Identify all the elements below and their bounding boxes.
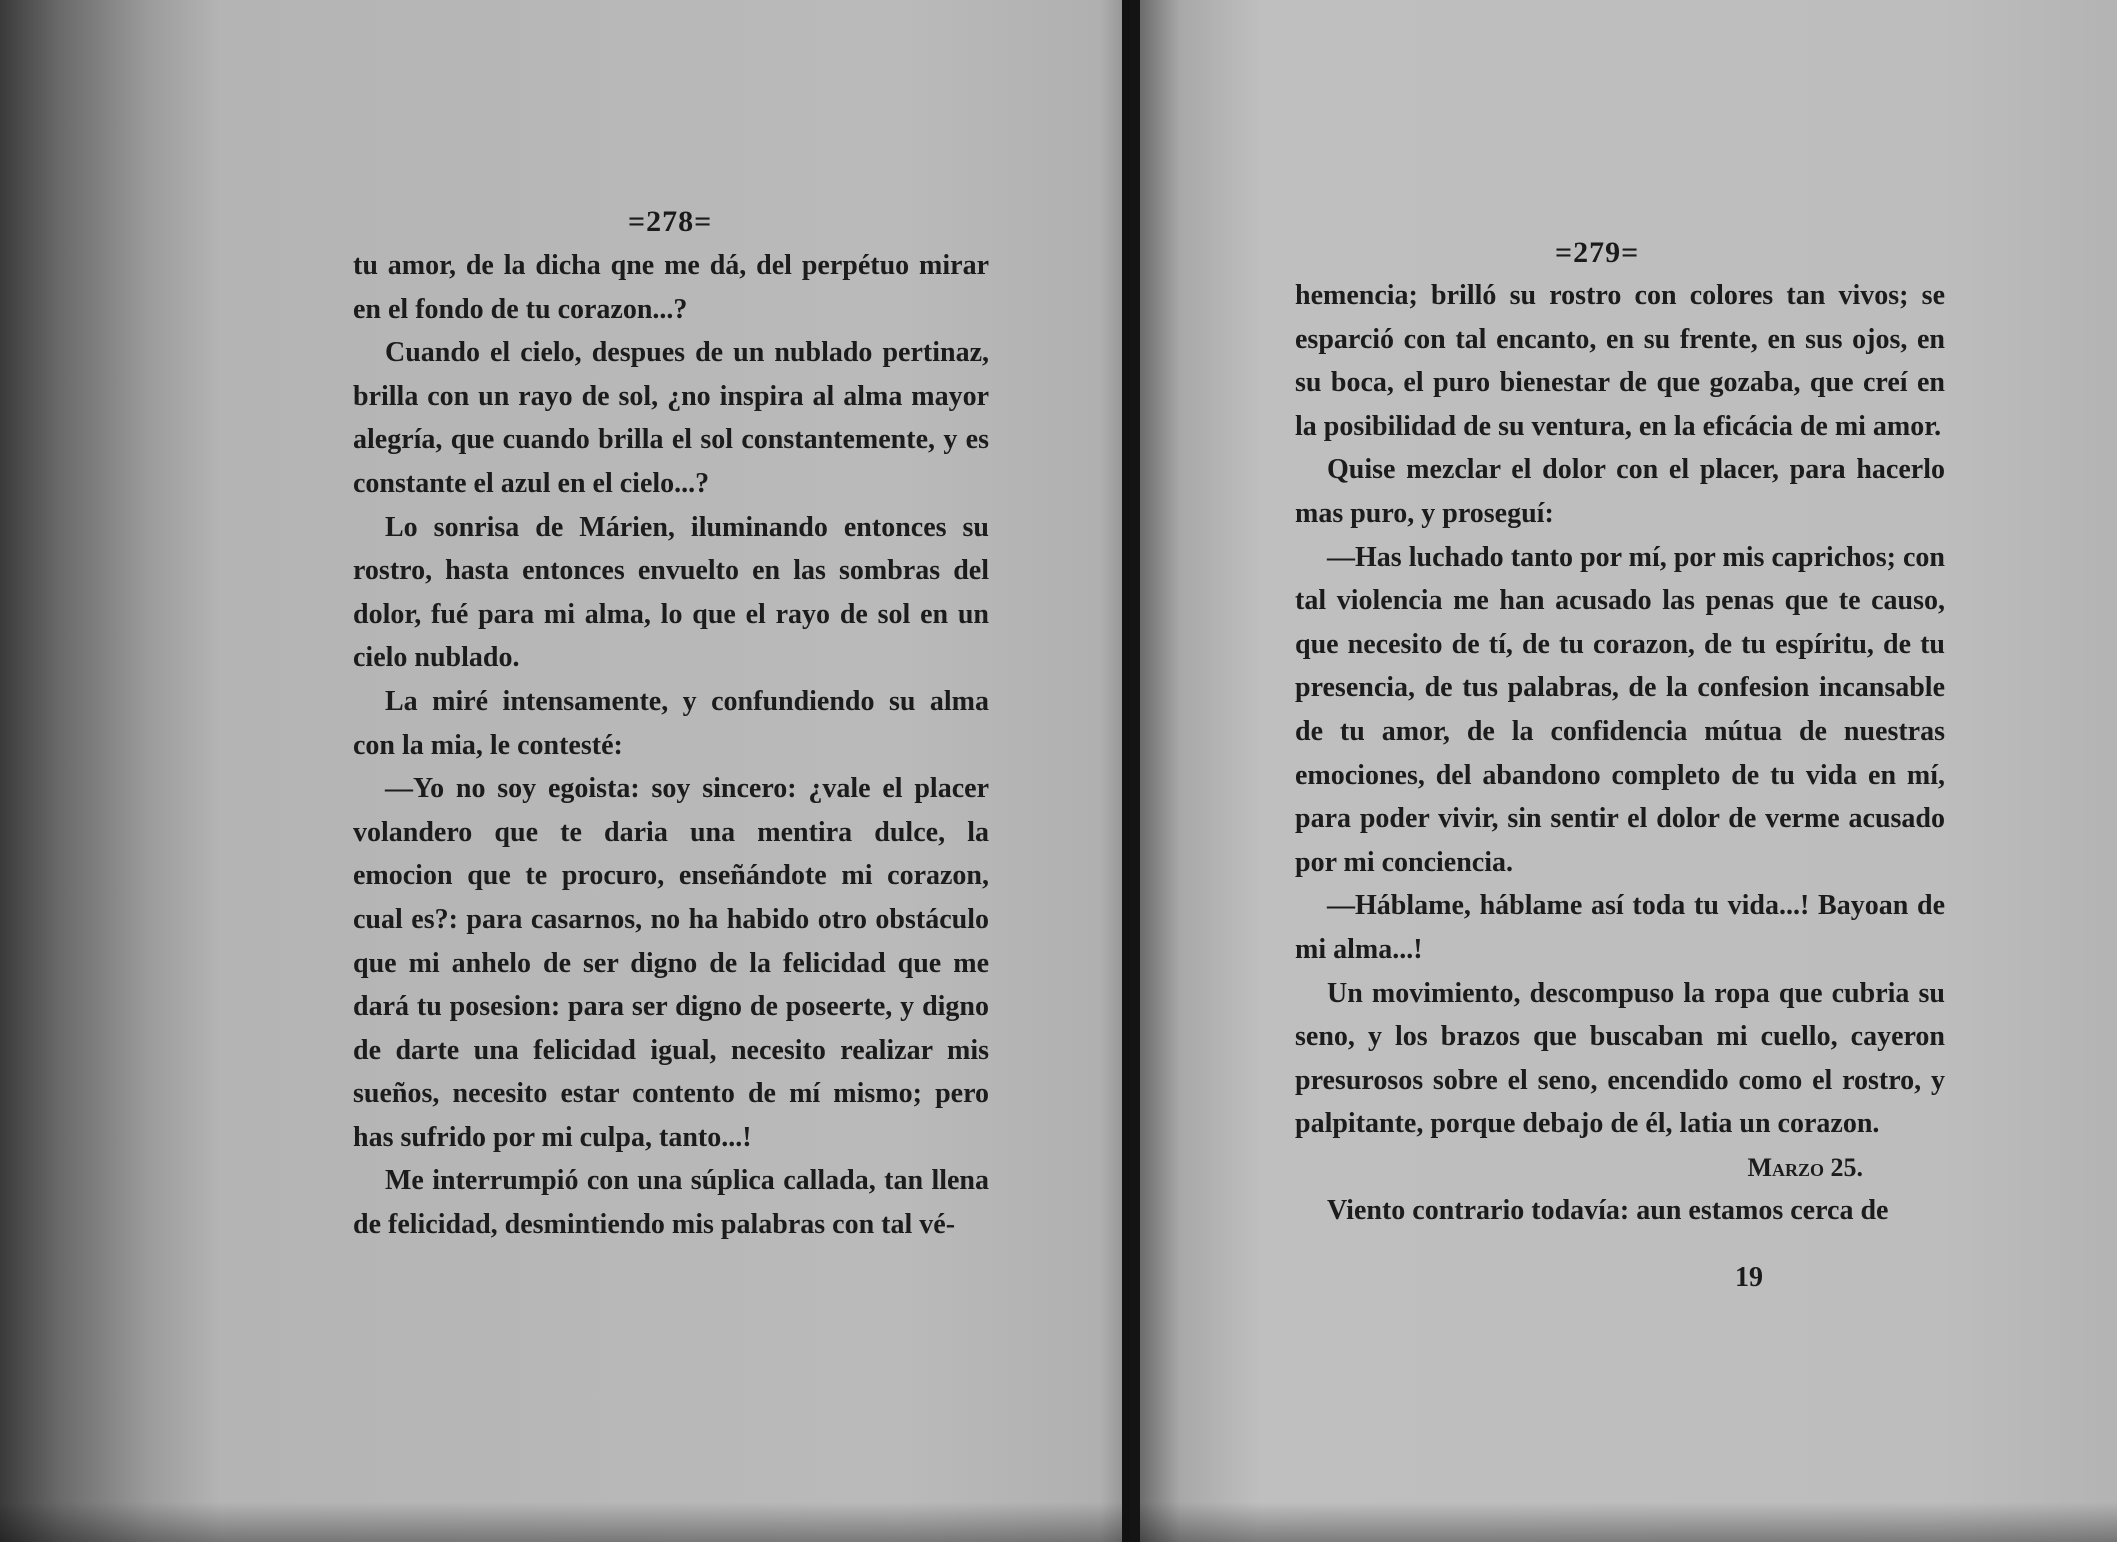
paragraph: Quise mezclar el dolor con el placer, para hacerlo mas puro, y proseguí:	[1295, 454, 1945, 529]
paragraph: Me interrumpió con una súplica callada, tan llena de felicidad, desmintiendo mis palabras con tal vé-	[353, 1165, 989, 1241]
right-page	[1130, 0, 2117, 1542]
signature-mark: 19	[1735, 1262, 1763, 1293]
right-page-text	[1295, 274, 1945, 1233]
paragraph: hemencia; brilló su rostro con colores tan vivos; se esparció con tal encanto, en su frente, en sus ojos, en su boca, el puro bienestar de que gozaba, que creí en la posibilidad de su ventura, en la eficácia de mi amor.	[1295, 280, 1945, 442]
left-page-text	[353, 244, 989, 1247]
paragraph: Cuando el cielo, despues de un nublado pertinaz, brilla con un rayo de sol, ¿no inspira al alma mayor alegría, que cuando brilla el sol constantemente, y es constante el azul en el cielo...?	[353, 337, 989, 499]
paragraph: La miré intensamente, y confundiendo su alma con la mia, le contesté:	[353, 685, 989, 761]
paragraph: —Háblame, háblame así toda tu vida...! Bayoan de mi alma...!	[1295, 890, 1945, 965]
paragraph: tu amor, de la dicha qne me dá, del perpétuo mirar en el fondo de tu corazon...?	[353, 250, 989, 325]
date-heading: Marzo 25.	[1747, 1152, 1863, 1182]
paragraph: —Yo no soy egoista: soy sincero: ¿vale el placer volandero que te daria una mentira dulce, la emocion que te procuro, enseñándote mi corazon, cual es?: para casarnos, no ha habido otro obstáculo que mi anhelo de ser digno de la felicidad que me dará tu posesion: para ser digno de poseerte, y digno de darte una felicidad igual, necesito realizar mis sueños, necesito estar contento de mí mismo; pero has sufrido por mi culpa, tanto...!	[353, 773, 989, 1153]
page-number-left: =278=	[628, 205, 713, 238]
page-shadow	[0, 1502, 1130, 1542]
page-number-right: =279=	[1555, 236, 1640, 269]
paragraph: Un movimiento, descompuso la ropa que cubria su seno, y los brazos que buscaban mi cuello, cayeron presurosos sobre el seno, encendido como el rostro, y palpitante, porque debajo de él, latia un corazon.	[1295, 977, 1945, 1140]
paragraph: Viento contrario todavía: aun estamos cerca de	[1327, 1195, 1889, 1227]
paragraph: Lo sonrisa de Márien, iluminando entonces su rostro, hasta entonces envuelto en las sombras del dolor, fué para mi alma, lo que el rayo de sol en un cielo nublado.	[353, 511, 989, 674]
page-shadow	[1140, 1502, 2117, 1542]
paragraph: —Has luchado tanto por mí, por mis caprichos; con tal violencia me han acusado las penas que te causo, que necesito de tí, de tu corazon, de tu espíritu, de tu presencia, de tus palabras, de la confesion incansable de tu amor, de la confidencia mútua de nuestras emociones, del abandono completo de tu vida en mí, para poder vivir, sin sentir el dolor de verme acusado por mi conciencia.	[1295, 541, 1945, 878]
